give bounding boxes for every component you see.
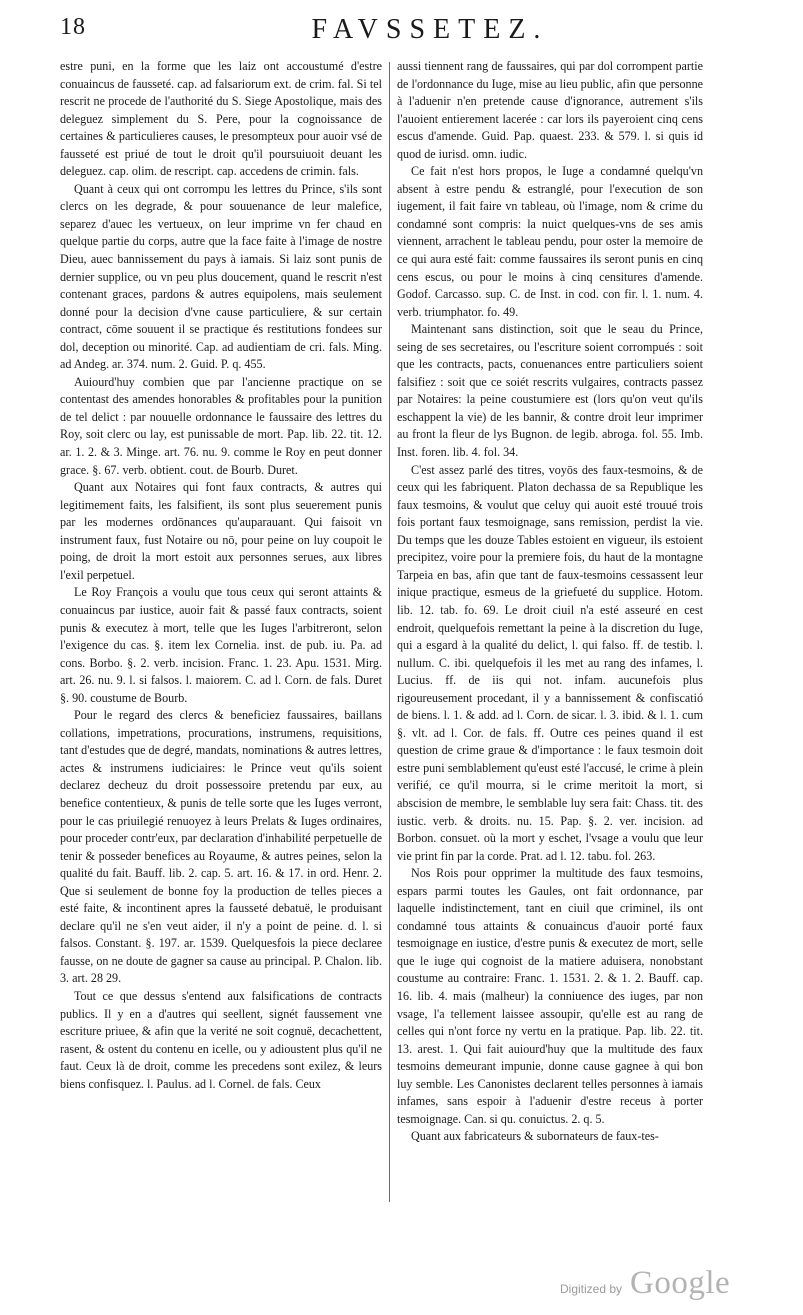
digitization-watermark xyxy=(560,1262,780,1302)
running-title: FAVSSETEZ. xyxy=(311,14,549,45)
watermark-brand: Google xyxy=(630,1265,731,1301)
page-number: 18 xyxy=(60,14,86,40)
paragraph: C'est assez parlé des titres, voyōs des faux-tesmoins, & de ceux qui les fabriquent. Platon dechassa de sa Republique les faux tesmoins, & voulut que celuy qui auoit esté trouué trois fois portant faux tesmoignage, sans remission, perdist la vie. Du temps que les douze Tables estoient en vigueur, ils estoient precipitez, voire pour la premiere fois, du haut de la montagne Tarpeia en bas, afin que tant de faux-tesmoins cessassent leur inique practique, esmeus de la griefueté du supplice. Hotom. lib. 12. tab. fo. 69. Le droit ciuil n'a esté asseuré en cest endroit, quelquefois remettant la peine à la discretion du Iuge, qui a esgard à la qualité du delict, l. qui falso. ff. de testib. l. nullum. C. ibi. quelquefois il les met au rang des infames, l. Lucius. ff. de iis qui not. infam. aucunefois plus rigoureusement procedant, il y a bannissement & confiscatió de biens. l. 1. & add. ad l. Corn. de sicar. l. 3. ibid. & l. 1. cum §. vlt. ad l. Cor. de fals. ff. Outre ces peines quand il est question de crime graue & d'importance : le faux tesmoin doit estre puni semblablement qu'eust esté l'accusé, le crime à plein verifié, ce qu'il mourra, si le crime meritoit la mort, si abscision de membre, le semblable luy sera fait: Chass. tit. des iustic. verb. & droits. nu. 15. Pap. §. 2. ver. incision. ad Borbon. consuet. où la mort y eschet, l'vsage a voulu que leur vie print fin par la corde. Prat. ad l. 12. tabu. fol. 263. xyxy=(397,462,703,863)
paragraph: estre puni, en la forme que les laiz ont accoustumé d'estre conuaincus de fausseté. cap. ad falsariorum ext. de crim. fal. Si tel rescrit ne procede de l'authorité du S. Siege Apostolique, mais des deleguez simplement du S. Pere, pour la cognoissance de certaines & particulieres causes, le presompteux pour auoir vsé de fausseté est priué de tout le droit qu'il poursuiuoit deuant les deleguez. cap. olim. de rescript. cap. accedens de crimin. fals. xyxy=(60,59,382,179)
paragraph: Ce fait n'est hors propos, le Iuge a condamné quelqu'vn absent à estre pendu & estranglé, pour l'execution de son iugement, il fait faire vn tableau, où l'image, nom & crime du condamné sont compris: la nuict quelques-vns de ses amis viennent, arrachent le tableau pendu, pour oster la memoire de ce qui aura esté fait: comme faussaires ils seront punis en cinq cens escus, ou pour le moins à cinq censitures d'amende. Godof. Carcasso. sup. C. de Inst. in cod. con fir. l. 1. num. 4. verb. triumphator. fo. 49. xyxy=(397,164,703,319)
watermark-prefix: Digitized by xyxy=(560,1282,623,1296)
paragraph: aussi tiennent rang de faussaires, qui par dol corrompent partie de l'ordonnance du Iuge, mise au lieu public, afin que personne à l'aduenir n'en pretende cause d'ignorance, autrement s'ils l'auoient entierement lacerée : car lors ils payeroient cinq cens escus d'amende. Guid. Pap. quaest. 233. & 579. l. si quis id quod de iurisd. omn. iudic. xyxy=(397,59,703,161)
paragraph: Maintenant sans distinction, soit que le seau du Prince, seing de ses secretaires, ou l'escriture soient corrompués : soit que les contracts, pacts, conuenances entre particuliers soient falsifiez : soit que ce soiét rescrits vulgaires, contracts passez par Notaires: la peine coustumiere est (lors qu'on veut qu'ils eschappent la vie) de les bannir, & contre droit leur imprimer au front la fleur de lys Bugnon. de legib. abroga. fol. 55. Imb. Inst. foren. lib. 4. fol. 34. xyxy=(397,322,703,460)
paragraph: Auiourd'huy combien que par l'ancienne practique on se contentast des amendes honorables & profitables pour la punition de tel delict : par nouuelle ordonnance le faussaire des lettres du Roy, soit clerc ou lay, est punissable de mort. Pap. lib. 22. tit. 12. ar. 1. 2. & 3. Minge. art. 76. nu. 9. comme le Roy en peut donner grace. §. 67. verb. obtient. cout. de Bourb. Duret. xyxy=(60,374,382,477)
paragraph: Tout ce que dessus s'entend aux falsifications de contracts publics. Il y en a d'autres qui seellent, signét faussement vne escriture priuee, & afin que la verité ne soit cognuë, decachettent, rasent, & ostent du contenu en icelle, ou y adioustent plus qu'il ne faut. Ceux là de droit, comme les precedens sont exilez, & leurs biens confisquez. l. Paulus. ad l. Cornel. de fals. Ceux xyxy=(60,988,382,1091)
page-header xyxy=(60,14,740,54)
paragraph: Quant aux Notaires qui font faux contracts, & autres qui legitimement faits, les falsifient, ils sont plus seuerement punis par les modernes ordōnances qu'auparauant. Qui faisoit vn instrument faux, fust Notaire ou nō, pour peine on luy coupoit le poing, de droit la mort estoit aux personnes serues, aux libres l'exil perpetuel. xyxy=(60,480,382,582)
paragraph: Le Roy François a voulu que tous ceux qui seront attaints & conuaincus par iustice, auoir fait & passé faux contracts, soient punis & executez à mort, telle que les Iuges l'arbitreront, selon l'exigence du cas. §. item lex Cornelia. inst. de pub. iu. Pa. ad cons. Borbo. §. 2. verb. incision. Franc. 1. 23. Apu. 1531. Mirg. art. 26. nu. 9. l. si falsos. l. maiorem. C. ad l. Corn. de fals. Duret §. 90. coustume de Bourb. xyxy=(60,585,382,705)
right-column xyxy=(397,58,703,1146)
paragraph: Quant aux fabricateurs & subornateurs de faux-tes- xyxy=(411,1129,659,1144)
column-divider xyxy=(389,62,390,1202)
paragraph: Pour le regard des clercs & beneficiez faussaires, baillans collations, impetrations, procurations, instrumens, requisitions, tant d'estudes que de degré, mandats, nominations & autres lettres, actes & instrumens iudiciaires: le Prince veut qu'ils soient declarez decheuz du droit possessoire pretendu par eux, au benefice contentieux, & punis de telle sorte que les Iuges verront, pour le cas priuilegié renuoyez à leurs Prelats & Iuges ordinaires, pour proceder contr'eux, par declaration d'inhabilité perpetuelle de tenir & posseder benefices au Royaume, & autres peines, selon la qualité du fait. Bauff. lib. 2. cap. 5. art. 16. & 17. in ord. Henr. 2. Que si seulement de bonne foy la production de telles pieces a esté faite, & incontinent apres la fausseté debatuë, le produisant declare qu'il ne s'en veut aider, il n'y a point de peine. d. l. si falsos. Constant. §. 197. ar. 1539. Quelquesfois la piece declaree fausse, on ne doute de gagner sa cause au principal. P. Chalon. lib. 3. art. 28 29. xyxy=(60,708,382,986)
left-column xyxy=(60,58,382,1093)
paragraph: Nos Rois pour opprimer la multitude des faux tesmoins, espars parmi toutes les Gaules, ont fait ordonnance, par laquelle indistinctement, tant en ciuil que criminel, ils ont condamné tous attaints & conuaincus d'auoir porté faux tesmoignage en iustice, d'estre punis & executez de mort, selle que le iuge qui cognoist de la matiere aduisera, nonobstant coustume au contraire: Franc. 1. 1531. 2. & 1. 2. Bauff. cap. 16. lib. 4. mais (malheur) la conniuence des iuges, par non vsage, l'a tellement laissee assoupir, qu'elle est au rang de celles qui n'ont force ny vertu en la pratique. Pap. lib. 22. tit. 13. arest. 1. Qui fait auiourd'huy que la multitude des faux tesmoins demeurant impunie, donne cause gagnee à qui bon luy semble. Les Canonistes declarent telles personnes à iamais infames, sans espoir à l'aduenir d'estre receus à porter tesmoignage. Can. si qu. conuictus. 2. q. 5. xyxy=(397,866,703,1126)
paragraph: Quant à ceux qui ont corrompu les lettres du Prince, s'ils sont clercs on les degrade, & pour souuenance de leur malefice, separez d'auec les vertueux, on leur imprime vn fer chaud en quelque partie du corps, autre que la face faite à l'image de nostre Dieu, auec bannissement du pays à iamais. Si laiz sont punis de dernier supplice, ou vn peu plus doucement, quand le rescrit n'est contenant graces, pardons & autres equipolens, mais seulement donné pour la decision d'vne cause particuliere, & sur certain contract, cōme souuent il se practique és restitutions fondees sur dol, deception ou minorité. Cap. ad audientiam de cri. fals. Ming. ad Andeg. ar. 374. num. 2. Guid. P. q. 455. xyxy=(60,181,382,372)
